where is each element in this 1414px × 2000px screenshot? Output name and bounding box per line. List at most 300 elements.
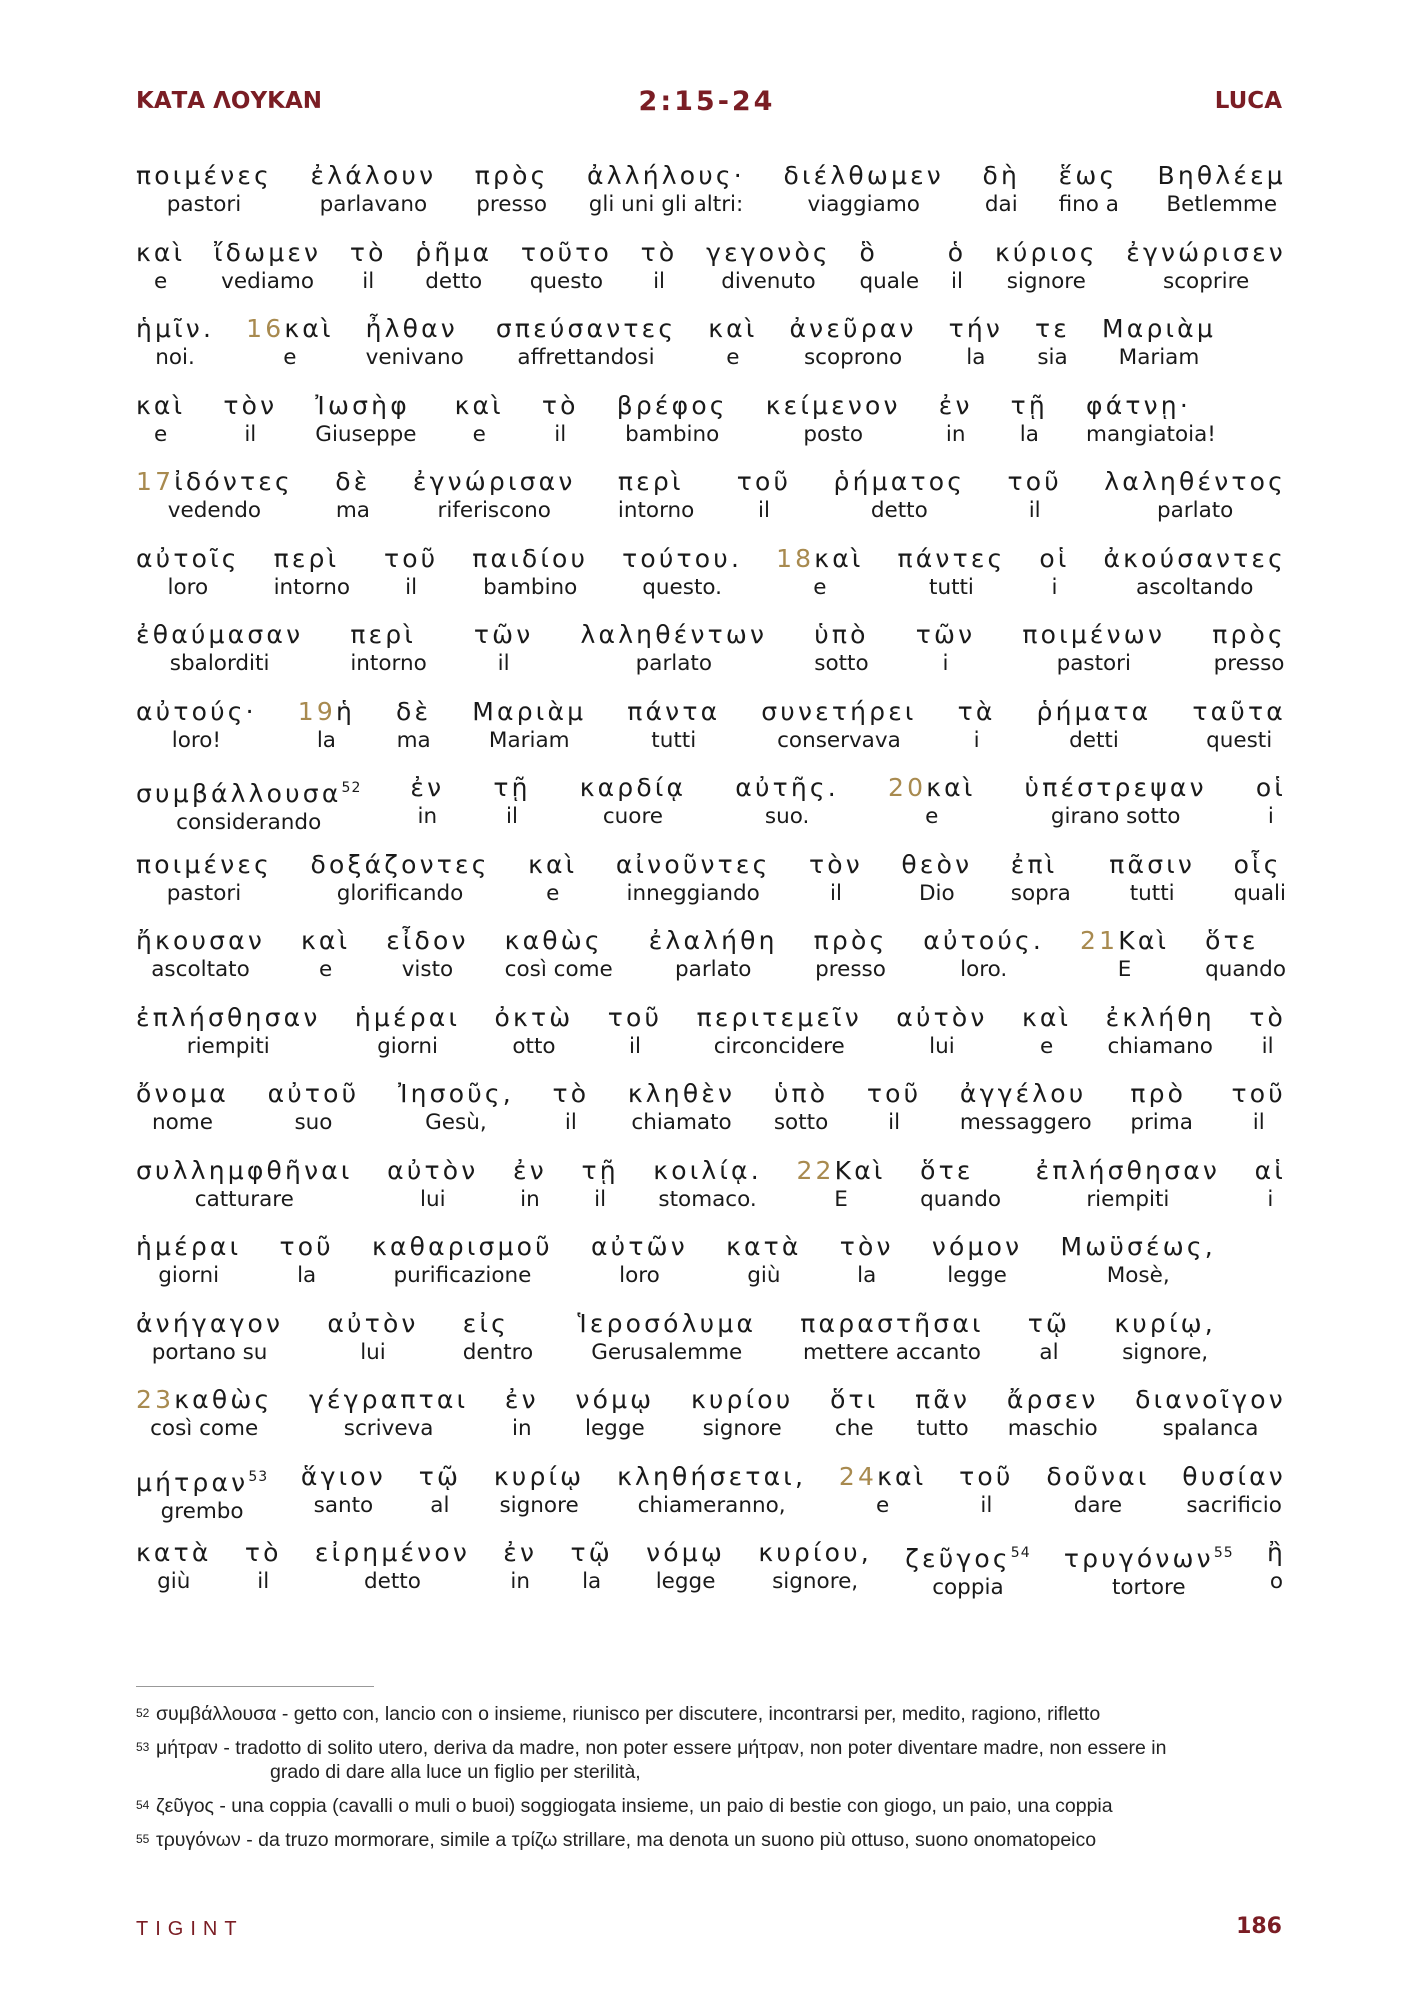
italian-gloss: in [512,1416,532,1441]
word-pair [1102,313,1216,390]
italian-gloss: loro! [171,727,222,753]
word-pair [1114,1308,1216,1385]
italian-gloss: glorificando [336,880,464,906]
italian-gloss: sacrificio [1186,1492,1282,1518]
italian-gloss: parlato [1156,498,1234,523]
footnote-text: ζεῦγος - una coppia (cavalli o muli o buoi) soggiogata insieme, un paio di bestie con giogo, un paio, una coppia [156,1795,1113,1817]
greek-word: καὶ [528,849,578,879]
greek-word: ἐθαύμασαν [136,620,304,649]
interlinear-line [136,1002,1286,1079]
greek-word: ὃ [859,237,878,267]
italian-gloss: così come [504,957,613,982]
italian-gloss: e [925,804,939,829]
greek-word: συμβάλλουσα$^{52}$ [136,779,362,808]
italian-gloss: e [154,268,168,294]
greek-word: μήτραν$^{53}$ [136,1467,269,1497]
word-pair [1060,1231,1215,1308]
greek-word: 17ἰδόντες [136,467,293,496]
greek-word: γέγραπται [308,1385,469,1414]
verse-number: 22 [796,1155,835,1185]
italian-gloss: spalanca [1162,1416,1259,1441]
italian-gloss: scoprire [1163,268,1250,294]
word-pair [1080,925,1169,1002]
italian-gloss: venivano [365,345,464,370]
italian-gloss: ascoltato [151,957,250,982]
word-pair [513,1155,547,1232]
italian-gloss: gli uni gli altri: [588,192,744,217]
italian-gloss: dare [1073,1492,1123,1518]
greek-word: αὐτὸν [387,1155,479,1185]
greek-word: τὸ [349,237,387,267]
greek-word: κυρίου [690,1385,794,1414]
interlinear-line [136,1078,1286,1155]
italian-gloss: intorno [617,498,695,523]
interlinear-line [136,1537,1286,1614]
greek-word: κληθὲν [627,1079,736,1108]
word-pair [1192,696,1286,773]
greek-word: ἀνεῦραν [789,314,917,343]
italian-gloss: divenuto [721,268,816,294]
word-pair [1007,1384,1099,1461]
italian-gloss: E [1117,957,1132,982]
word-pair [618,466,694,543]
word-pair [245,1537,282,1614]
word-pair [1255,1155,1286,1232]
greek-word: τῇ [581,1155,619,1185]
italian-gloss: Giuseppe [315,421,417,447]
italian-gloss: detto [425,268,483,294]
word-pair [410,772,444,849]
italian-gloss: signore [499,1492,579,1518]
greek-word: αὐτὸν [327,1308,419,1338]
greek-word: Ἱεροσόλυμα [577,1308,757,1338]
greek-word: διέλθωμεν [783,161,944,190]
italian-gloss: chiameranno, [637,1492,786,1518]
greek-word: εἰς [462,1308,509,1338]
word-pair [1158,160,1286,237]
greek-word: ὅτε [920,1155,974,1185]
word-pair [315,1537,470,1614]
word-pair [1064,1537,1234,1614]
word-pair [335,466,370,543]
word-pair [136,1537,212,1614]
italian-gloss: tutti [929,574,974,600]
greek-word: λαληθέντος [1104,467,1286,496]
italian-gloss: inneggiando [626,880,760,906]
word-pair [920,1155,1001,1232]
word-pair [274,543,350,620]
word-pair [758,1537,872,1614]
greek-word: τήν [948,314,1004,343]
greek-word: Ἰωσὴφ [315,390,410,420]
greek-word: λαληθέντων [580,620,768,649]
word-pair [214,237,321,314]
word-pair [384,543,438,620]
italian-gloss: la [297,1263,317,1288]
footnote-number: 53 [136,1740,150,1754]
italian-gloss: i [1051,574,1058,600]
greek-word: 16καὶ [246,314,334,343]
italian-gloss: fino a [1058,192,1119,217]
verse-number: 24 [838,1461,878,1491]
word-pair [355,1002,460,1079]
italian-gloss: posto [803,421,863,447]
greek-word: ὅτε [1205,926,1259,955]
word-pair [503,1537,537,1614]
word-pair [136,1384,272,1461]
italian-gloss: e [546,880,560,906]
word-pair [1011,849,1071,926]
italian-gloss: detto [870,498,928,523]
greek-word: θεὸν [901,849,973,879]
greek-word: πρὸς [1212,620,1286,649]
italian-gloss: sia [1037,345,1068,370]
italian-gloss: portano su [151,1339,268,1365]
greek-word: ἀκούσαντες [1103,543,1286,573]
word-pair [789,313,916,390]
greek-word: τῇ [493,773,531,802]
greek-word: αὐτῆς. [735,773,839,802]
word-pair [223,390,277,467]
word-pair [542,390,579,467]
italian-gloss: legge [584,1416,645,1441]
word-pair [766,390,901,467]
italian-gloss: chiamano [1107,1033,1213,1059]
italian-gloss: Dio [918,880,955,906]
word-pair [493,772,530,849]
italian-gloss: visto [401,957,454,982]
greek-word: πάντα [627,696,721,726]
italian-gloss: mettere accanto [803,1339,981,1365]
greek-word: κύριος [994,237,1098,267]
footnote-ref: 54 [1010,1545,1031,1561]
italian-gloss: e [813,574,827,600]
italian-gloss: il [554,421,567,447]
greek-word: καὶ [136,390,186,420]
word-pair [809,849,863,926]
italian-gloss: viaggiamo [807,192,920,217]
greek-word: ἴδωμεν [213,237,322,267]
word-pair [136,1231,241,1308]
greek-word: αἰνοῦντες [615,849,771,879]
italian-gloss: la [316,727,336,753]
italian-gloss: messaggero [959,1110,1092,1135]
word-pair [577,1308,756,1385]
word-pair [814,619,868,696]
word-pair [1007,466,1061,543]
word-pair [783,160,943,237]
greek-word: Μωϋσέως, [1060,1232,1216,1261]
italian-gloss: signore [702,1416,782,1441]
italian-gloss: loro [167,574,209,600]
greek-word: τῶν [915,620,976,649]
word-pair [1126,237,1286,314]
word-pair [136,237,185,314]
italian-gloss: loro [619,1263,660,1288]
greek-word: ἐκλήθη [1105,1002,1215,1032]
greek-word: ἐπλήσθησαν [136,1002,321,1032]
italian-gloss: detti [1069,727,1119,753]
greek-word: ὑπὸ [814,620,869,649]
footnote-53 [136,1736,1288,1784]
word-pair [888,772,976,849]
word-pair [136,1002,320,1079]
greek-word: βρέφος [616,390,728,420]
italian-gloss: noi. [155,345,195,370]
italian-gloss: giù [157,1569,191,1594]
greek-word: ἐλάλουν [310,161,437,190]
greek-word: καὶ [454,390,504,420]
word-pair [494,1461,584,1538]
italian-gloss: ascoltando [1136,574,1254,600]
footnote-text: μήτραν - tradotto di solito utero, deriva da madre, non poter essere μήτραν, non poter diventare madre, non essere in [156,1737,1167,1759]
word-pair [949,313,1003,390]
italian-gloss: e [154,421,168,447]
italian-gloss: e [318,957,333,982]
italian-gloss: Mosè, [1106,1263,1170,1288]
word-pair [309,1384,468,1461]
greek-word: τῶν [473,620,534,649]
italian-gloss: questi [1206,727,1273,753]
chapter-verse-range: 2:15-24 [638,86,776,117]
italian-gloss: prima [1130,1110,1193,1135]
greek-word: καὶ [136,237,186,267]
interlinear-line [136,1308,1216,1385]
word-pair [622,543,742,620]
italian-gloss: Betlemme [1166,192,1278,217]
greek-word: ἦλθαν [365,314,458,343]
interlinear-line [136,543,1286,620]
verse-number: 18 [776,543,815,573]
word-pair [415,237,492,314]
greek-word: τοῦ [279,1232,334,1261]
greek-word: καὶ [1021,1002,1072,1032]
greek-word: ἀλλήλους· [587,161,745,190]
italian-gloss: il [362,268,375,294]
italian-gloss: il [244,421,257,447]
word-pair [136,160,272,237]
interlinear-line [136,313,1216,390]
word-pair [580,772,687,849]
greek-word: τοῦ [866,1079,922,1108]
italian-gloss: riempiti [1086,1186,1170,1212]
word-pair [136,772,361,849]
greek-word: 22Καὶ [796,1155,886,1185]
greek-word: αἱ [1254,1155,1286,1185]
greek-word: τοῦ [736,467,792,496]
italian-gloss: stomaco. [658,1186,757,1212]
greek-word: τῷ [1027,1308,1071,1338]
italian-gloss: bambino [625,421,720,447]
italian-gloss: presso [1213,651,1285,676]
word-pair [136,543,240,620]
italian-gloss: maschio [1007,1416,1098,1441]
italian-gloss: quale [859,268,920,294]
word-pair [495,1002,574,1079]
italian-gloss: e [472,421,486,447]
word-pair [1106,1002,1215,1079]
word-pair [616,849,771,926]
word-pair [796,1155,885,1232]
interlinear-line [136,390,1216,467]
word-pair [691,1384,794,1461]
footnote-number: 54 [136,1798,150,1812]
greek-word: ἕως [1058,161,1118,190]
word-pair [136,1155,353,1232]
word-pair [608,1002,662,1079]
italian-gloss: catturare [194,1186,294,1212]
greek-word: εἶδον [386,926,469,955]
interlinear-line [136,466,1286,543]
greek-word: ἡμῖν. [136,314,215,343]
italian-gloss: signore, [1122,1339,1209,1365]
footnote-55 [136,1828,1288,1852]
greek-word: περὶ [273,543,340,573]
word-pair [1086,390,1216,467]
italian-gloss: tortore [1111,1575,1186,1600]
word-pair [310,849,489,926]
word-pair [136,390,185,467]
italian-gloss: al [1039,1339,1059,1365]
word-pair [528,849,577,926]
greek-word: διανοῖγον [1135,1385,1286,1414]
greek-word: ἐν [512,1155,547,1185]
greek-word: δοξάζοντες [310,849,490,879]
word-pair [505,1384,539,1461]
word-pair [301,925,350,1002]
greek-word: ἅγιον [300,1461,386,1491]
italian-gloss: il [980,1492,993,1518]
word-pair [859,237,919,314]
word-pair [776,543,864,620]
greek-word: ἐν [503,1538,538,1567]
italian-gloss: signore [1006,268,1086,294]
italian-gloss: la [966,345,986,370]
greek-word: οἱ [1039,543,1070,573]
word-pair [646,1537,725,1614]
greek-word: καθαρισμοῦ [372,1232,553,1261]
footnote-text: τρυγόνων - da truzo mormorare, simile a τρίζω strillare, ma denota un suono più ottuso, suono onomatopeico [156,1829,1097,1851]
publisher-mark: TIGINT [136,1918,244,1940]
word-pair [1037,696,1152,773]
italian-gloss: la [857,1263,877,1288]
greek-word: ἀνήγαγον [136,1308,284,1338]
greek-word: τὸ [541,390,579,420]
greek-word: ὄνομα [136,1079,229,1108]
word-pair [737,466,791,543]
word-pair [475,160,549,237]
word-pair [521,237,612,314]
greek-word: Μαριὰμ [472,696,587,726]
italian-gloss: lui [360,1339,386,1365]
greek-word: ποιμένες [136,849,272,879]
greek-word: κληθήσεται, [617,1461,807,1491]
greek-word: παιδίου [472,543,589,573]
word-pair [1022,619,1165,696]
greek-word: θυσίαν [1182,1461,1286,1491]
greek-word: 18καὶ [776,543,864,573]
word-pair [958,696,996,773]
italian-gloss: ma [396,727,431,753]
greek-word: 23καθὼς [136,1385,273,1414]
word-pair [474,619,534,696]
word-pair [830,1384,878,1461]
italian-gloss: quali [1233,880,1286,906]
word-pair [496,313,676,390]
verse-number: 19 [297,696,336,726]
word-pair [350,619,426,696]
italian-gloss: riempiti [186,1033,270,1059]
italian-gloss: scoprono [803,345,903,370]
italian-gloss: la [1019,421,1039,447]
word-pair [136,696,257,773]
greek-word: οἷς [1233,849,1282,879]
word-pair [649,925,778,1002]
italian-gloss: intorno [350,651,427,676]
word-pair [472,543,588,620]
italian-gloss: il [757,498,770,523]
greek-word: ῥῆμα [415,237,493,267]
footnote-ref: 55 [1213,1545,1234,1561]
italian-gloss: pastori [166,192,242,217]
word-pair [983,160,1021,237]
interlinear-line [136,237,1286,314]
italian-gloss: il [506,804,518,829]
greek-word: καθὼς [504,926,603,955]
footnote-ref: 53 [248,1468,269,1485]
greek-word: ποιμένων [1022,620,1166,649]
italian-gloss: cuore [602,804,664,829]
italian-gloss: i [1267,804,1274,829]
word-pair [627,696,720,773]
greek-word: ἐν [504,1385,539,1414]
greek-word: ποιμένες [136,161,272,190]
greek-word: συνετήρει [761,696,917,726]
italian-gloss: scriveva [343,1416,434,1441]
greek-word: ὑπὸ [773,1079,829,1108]
word-pair [708,313,757,390]
word-pair [575,1384,654,1461]
word-pair [834,466,966,543]
word-pair [246,313,334,390]
greek-word: ὀκτὼ [494,1002,574,1032]
greek-word: τοῦ [1007,467,1062,496]
italian-gloss: il [594,1186,607,1212]
greek-word: πρὸς [813,926,888,955]
word-pair [315,390,416,467]
greek-word: ἢ [1266,1538,1286,1567]
italian-gloss: pastori [166,880,242,906]
word-pair [1109,849,1195,926]
italian-gloss: pastori [1056,651,1131,676]
italian-gloss: otto [512,1033,556,1059]
verse-number: 16 [246,314,285,343]
greek-word: πάντες [897,543,1006,573]
word-pair [587,160,745,237]
italian-gloss: Gerusalemme [591,1339,743,1365]
greek-word: καὶ [708,314,758,343]
italian-gloss: suo. [764,804,810,829]
greek-word: τὸ [640,237,678,267]
italian-gloss: il [564,1110,577,1135]
word-pair [1104,466,1286,543]
italian-gloss: il [1028,498,1041,523]
footnote-divider [136,1686,374,1687]
word-pair [1046,1461,1149,1538]
greek-word: τῷ [570,1538,613,1567]
italian-gloss: vediamo [221,268,314,294]
greek-word: 24καὶ [838,1461,927,1491]
